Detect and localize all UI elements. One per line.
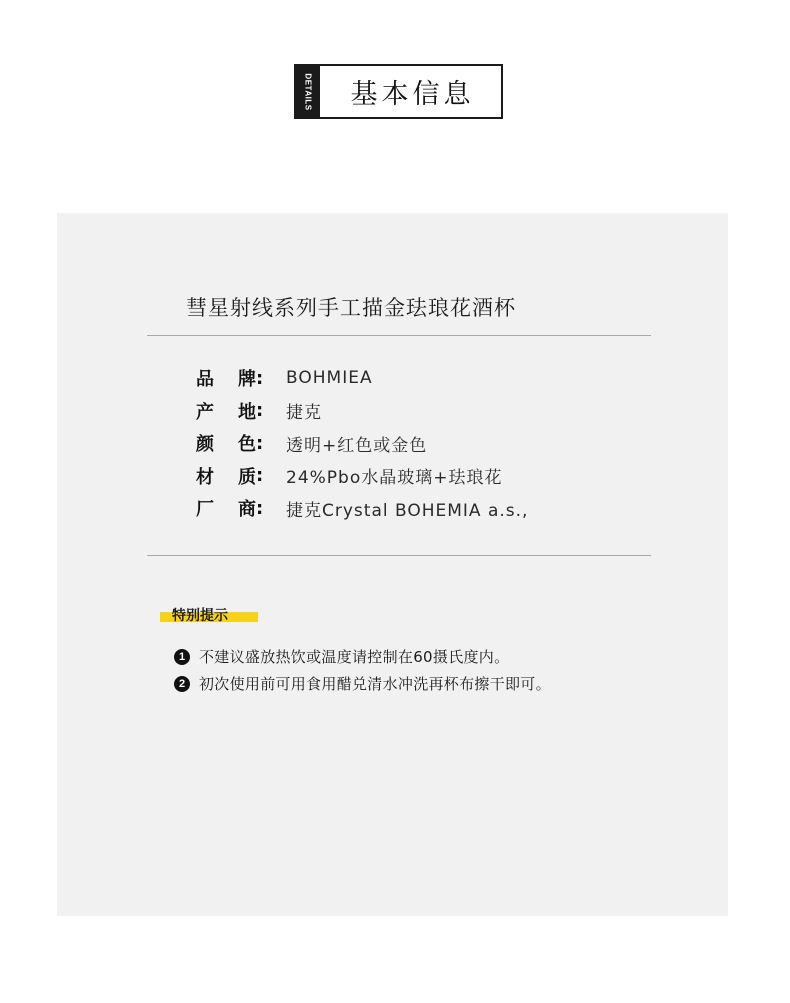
spec-value-color: 透明+红色或金色	[286, 435, 428, 456]
spec-row-material	[196, 460, 636, 493]
divider-top	[147, 335, 651, 336]
spec-label-char: 品	[196, 369, 214, 391]
spec-label-char: 质	[238, 466, 256, 488]
spec-label-char: 牌	[238, 369, 256, 391]
notice-tag: 特别提示	[160, 607, 258, 625]
spec-label-char: 色	[238, 434, 256, 456]
spec-label-char: 地	[238, 401, 256, 423]
spec-label-char: 材	[196, 466, 214, 488]
spec-colon: :	[256, 497, 264, 519]
spec-value-brand: BOHMIEA	[286, 368, 373, 389]
badge-side-bar	[296, 66, 320, 117]
spec-label-char: 商	[238, 499, 256, 521]
number-1-icon: 1	[174, 649, 190, 665]
notice-text: 不建议盛放热饮或温度请控制在60摄氏度内。	[199, 648, 510, 666]
spec-value-origin: 捷克	[286, 403, 322, 424]
details-badge	[294, 64, 503, 119]
notice-item	[174, 643, 551, 670]
spec-colon: :	[256, 367, 264, 389]
spec-label	[196, 430, 286, 456]
badge-side-label: DETAILS	[303, 72, 313, 111]
spec-row-color	[196, 427, 636, 460]
spec-row-manufacturer	[196, 492, 636, 525]
notice-text: 初次使用前可用食用醋兑清水冲洗再杯布擦干即可。	[199, 675, 551, 693]
spec-label	[196, 398, 286, 424]
spec-label	[196, 463, 286, 489]
spec-label	[196, 495, 286, 521]
spec-row-brand	[196, 362, 636, 395]
divider-bottom	[147, 555, 651, 556]
notice-item	[174, 670, 551, 697]
spec-label	[196, 365, 286, 391]
spec-value-material: 24%Pbo水晶玻璃+珐琅花	[286, 468, 503, 489]
spec-row-origin	[196, 395, 636, 428]
spec-colon: :	[256, 432, 264, 454]
spec-colon: :	[256, 400, 264, 422]
section-title: 基本信息	[350, 79, 475, 110]
spec-label-char: 产	[196, 401, 214, 423]
product-title: 彗星射线系列手工描金珐琅花酒杯	[186, 296, 516, 320]
notice-list	[174, 643, 551, 697]
spec-label-char: 厂	[196, 499, 214, 521]
spec-colon: :	[256, 465, 264, 487]
spec-label-char: 颜	[196, 434, 214, 456]
spec-list	[196, 362, 636, 525]
number-2-icon: 2	[174, 676, 190, 692]
spec-value-manufacturer: 捷克Crystal BOHEMIA a.s.,	[286, 500, 529, 521]
